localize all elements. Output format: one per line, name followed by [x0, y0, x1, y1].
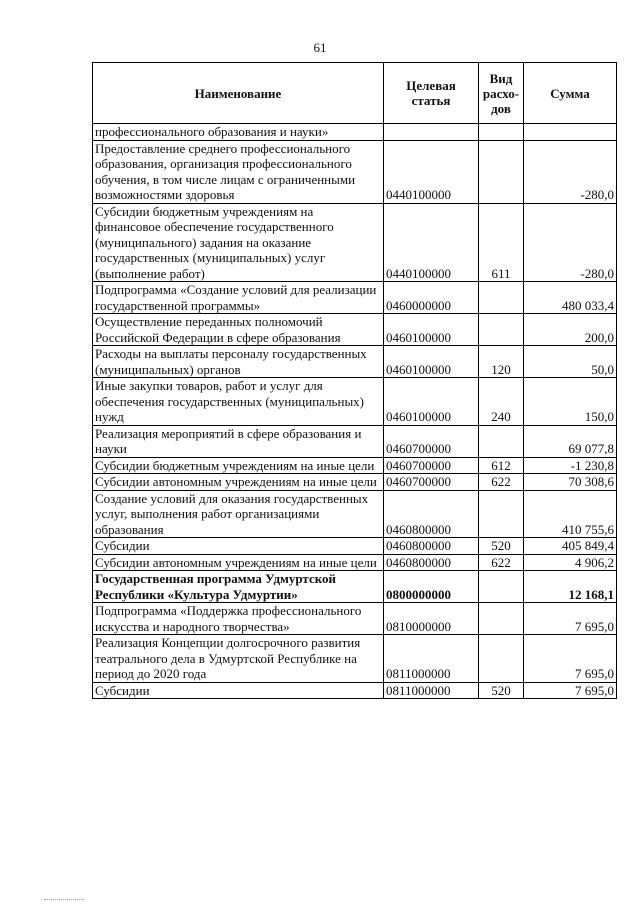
- row-code: 0460700000: [384, 457, 479, 474]
- row-sum: 7 695,0: [524, 682, 617, 699]
- row-code: 0800000000: [384, 571, 479, 603]
- table-row: [93, 378, 617, 426]
- row-code: 0460800000: [384, 554, 479, 571]
- row-name: профессионального образования и науки»: [93, 124, 384, 141]
- row-vid: [479, 425, 524, 457]
- row-vid: 612: [479, 457, 524, 474]
- row-name: Субсидии: [93, 538, 384, 555]
- header-sum: Сумма: [524, 63, 617, 124]
- row-sum: 7 695,0: [524, 603, 617, 635]
- row-sum: -280,0: [524, 140, 617, 203]
- header-vid: Вид расхо-дов: [479, 63, 524, 124]
- row-sum: 200,0: [524, 314, 617, 346]
- row-vid: [479, 490, 524, 538]
- row-vid: 622: [479, 474, 524, 491]
- table-row: [93, 282, 617, 314]
- row-name: Государственная программа Удмуртской Республики «Культура Удмуртии»: [93, 571, 384, 603]
- row-code: 0460800000: [384, 490, 479, 538]
- row-code: 0460100000: [384, 346, 479, 378]
- row-name: Осуществление переданных полномочий Российской Федерации в сфере образования: [93, 314, 384, 346]
- table-row: [93, 346, 617, 378]
- row-code: 0460700000: [384, 425, 479, 457]
- row-vid: [479, 635, 524, 683]
- row-sum: -1 230,8: [524, 457, 617, 474]
- row-vid: 240: [479, 378, 524, 426]
- table-row: [93, 603, 617, 635]
- table-row: [93, 203, 617, 282]
- page-number: 61: [313, 40, 327, 55]
- row-name: Субсидии бюджетным учреждениям на финансовое обеспечение государственного (муниципального) задания на оказание государственных (муниципальных) услуг (выполнение работ): [93, 203, 384, 282]
- table-header-row: [93, 63, 617, 124]
- table-row: [93, 124, 617, 141]
- row-code: 0440100000: [384, 203, 479, 282]
- row-name: Иные закупки товаров, работ и услуг для обеспечения государственных (муниципальных) нужд: [93, 378, 384, 426]
- row-sum: 69 077,8: [524, 425, 617, 457]
- table-row: [93, 682, 617, 699]
- table-row: [93, 490, 617, 538]
- table-row: [93, 554, 617, 571]
- row-name: Реализация Концепции долгосрочного развития театрального дела в Удмуртской Республике на период до 2020 года: [93, 635, 384, 683]
- row-code: 0811000000: [384, 635, 479, 683]
- header-name: Наименование: [93, 63, 384, 124]
- row-vid: 520: [479, 538, 524, 555]
- table-row: [93, 538, 617, 555]
- row-name: Расходы на выплаты персоналу государственных (муниципальных) органов: [93, 346, 384, 378]
- row-sum: 7 695,0: [524, 635, 617, 683]
- row-sum: 410 755,6: [524, 490, 617, 538]
- row-vid: 611: [479, 203, 524, 282]
- row-sum: [524, 124, 617, 141]
- row-code: 0460100000: [384, 378, 479, 426]
- header-code: Целевая статья: [384, 63, 479, 124]
- row-code: 0810000000: [384, 603, 479, 635]
- row-name: Субсидии: [93, 682, 384, 699]
- table-body: [93, 124, 617, 699]
- row-name: Реализация мероприятий в сфере образования и науки: [93, 425, 384, 457]
- row-name: Субсидии автономным учреждениям на иные цели: [93, 554, 384, 571]
- row-code: 0440100000: [384, 140, 479, 203]
- row-sum: 12 168,1: [524, 571, 617, 603]
- row-vid: 520: [479, 682, 524, 699]
- budget-table: [92, 62, 617, 699]
- row-name: Подпрограмма «Создание условий для реализации государственной программы»: [93, 282, 384, 314]
- row-sum: 480 033,4: [524, 282, 617, 314]
- row-code: [384, 124, 479, 141]
- table-row: [93, 457, 617, 474]
- row-code: 0811000000: [384, 682, 479, 699]
- row-sum: 50,0: [524, 346, 617, 378]
- row-sum: 4 906,2: [524, 554, 617, 571]
- row-name: Предоставление среднего профессионального образования, организация профессионального обучения, в том числе лицам с ограниченными возможностями здоровья: [93, 140, 384, 203]
- table-row: [93, 140, 617, 203]
- row-code: 0460000000: [384, 282, 479, 314]
- row-sum: 70 308,6: [524, 474, 617, 491]
- row-vid: [479, 140, 524, 203]
- row-vid: [479, 124, 524, 141]
- row-name: Создание условий для оказания государственных услуг, выполнения работ организациями образования: [93, 490, 384, 538]
- table-row: [93, 314, 617, 346]
- row-vid: 120: [479, 346, 524, 378]
- row-sum: 150,0: [524, 378, 617, 426]
- row-name: Субсидии автономным учреждениям на иные цели: [93, 474, 384, 491]
- row-vid: [479, 571, 524, 603]
- row-code: 0460700000: [384, 474, 479, 491]
- row-name: Субсидии бюджетным учреждениям на иные цели: [93, 457, 384, 474]
- row-name: Подпрограмма «Поддержка профессионального искусства и народного творчества»: [93, 603, 384, 635]
- table-row: [93, 474, 617, 491]
- table-row: [93, 635, 617, 683]
- row-vid: [479, 282, 524, 314]
- row-sum: 405 849,4: [524, 538, 617, 555]
- page-edge-mark: [44, 899, 84, 901]
- row-vid: 622: [479, 554, 524, 571]
- row-code: 0460800000: [384, 538, 479, 555]
- table-row: [93, 425, 617, 457]
- row-sum: -280,0: [524, 203, 617, 282]
- row-vid: [479, 314, 524, 346]
- row-code: 0460100000: [384, 314, 479, 346]
- row-vid: [479, 603, 524, 635]
- table-row-program: [93, 571, 617, 603]
